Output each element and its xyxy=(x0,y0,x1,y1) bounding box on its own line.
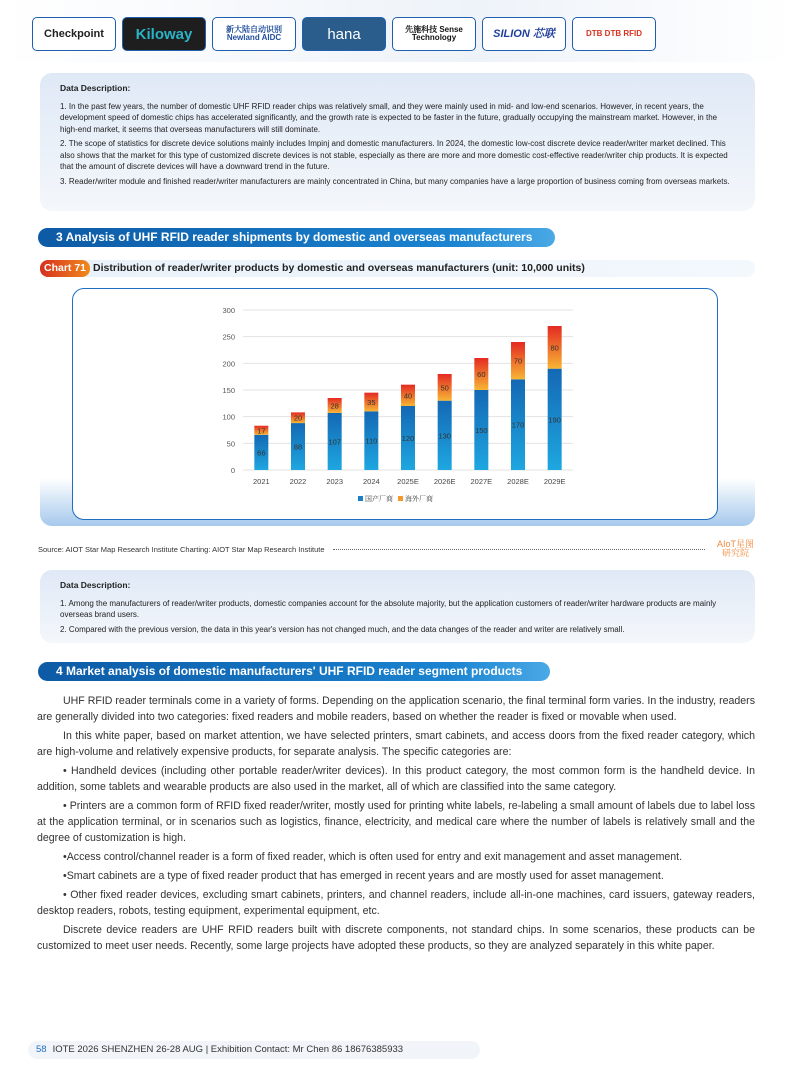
data-label: 80 xyxy=(550,343,559,353)
y-tick-label: 300 xyxy=(222,306,235,315)
bar-chart xyxy=(73,289,718,520)
x-tick-label: 2028E xyxy=(507,477,529,486)
chart-caption xyxy=(40,260,755,277)
y-tick-label: 0 xyxy=(230,466,235,475)
paragraph: UHF RFID reader terminals come in a variety of forms. Depending on the application scenario, the final terminal form varies. In the industry, readers are generally divided into two categories: fixed readers and mobile readers, based on whether the reader is fixed or movable when used. xyxy=(37,695,755,723)
chart-number: Chart 71 xyxy=(40,260,90,277)
sponsor-logos xyxy=(32,17,656,51)
desc-item: 1. In the past few years, the number of domestic UHF RFID reader chips was relatively small, and they were mainly used in mid- and low-end scenarios. However, in recent years, the development speed of domestic chips has accelerated significantly, and the growth rate is expected to be faster in the future, gradually occupying the mainstream market. However, in the high-end market, it seems that overseas manufacturers will still dominate. xyxy=(60,101,718,134)
data-label: 107 xyxy=(328,437,341,447)
desc-item: 2. The scope of statistics for discrete device solutions mainly includes Impinj and domestic manufacturers. In 2024, the domestic low-cost discrete device reader/writer market declined. This also shows that the market for this type of customized discrete devices is not stable, especially as there are more and more domestic cost-effective reader/writer chip products. It is expected that the amount of discrete devices will have a downward trend in the future. xyxy=(60,139,728,171)
data-label: 20 xyxy=(293,413,303,423)
data-label: 60 xyxy=(477,370,486,379)
data-label: 120 xyxy=(401,434,415,443)
paragraph: • Printers are a common form of RFID fixed reader/writer, mostly used for printing white labels, re-labeling a small amount of labels due to label loss at the application terminal, or in scenarios such as logistics, finance, electricity, and medical care where the number of labels is relatively small and the degree of customization is high. xyxy=(37,800,755,844)
data-label: 35 xyxy=(367,398,376,407)
y-tick-label: 100 xyxy=(222,412,235,422)
data-label: 110 xyxy=(365,436,378,446)
logo-sense: 先施科技 Sense Technology xyxy=(392,17,476,51)
aiot-logo: AIoT星图 研究院 xyxy=(716,539,754,558)
x-tick-label: 2021 xyxy=(252,477,270,486)
data-label: 17 xyxy=(257,426,266,436)
desc-title: Data Description: xyxy=(60,83,131,93)
y-tick-label: 200 xyxy=(222,359,235,369)
paragraph: • Other fixed reader devices, excluding smart cabinets, printers, and channel readers, include all-in-one machines, card issuers, gateway readers, desktop readers, robots, testing equipment, experimental equipment, etc. xyxy=(37,889,755,917)
data-label: 40 xyxy=(403,391,413,401)
x-tick-label: 2023 xyxy=(326,477,344,486)
footer-text: IOTE 2026 SHENZHEN 26-28 AUG | Exhibition Contact: Mr Chen 86 18676385933 xyxy=(52,1044,404,1055)
x-tick-label: 2027E xyxy=(470,477,493,486)
y-tick-label: 250 xyxy=(222,332,235,342)
x-tick-label: 2025E xyxy=(397,477,419,486)
paragraph: •Smart cabinets are a type of fixed reader product that has emerged in recent years and are mostly used for asset management. xyxy=(63,870,664,882)
legend-label: 国产厂商 xyxy=(365,496,393,503)
desc-item: 3. Reader/writer module and finished reader/writer manufacturers are mainly concentrated in China, but many companies have a large proportion of business coming from overseas markets. xyxy=(60,176,730,186)
data-label: 190 xyxy=(548,415,561,425)
data-label: 28 xyxy=(330,401,339,411)
desc-item: 2. Compared with the previous version, the data in this year's version has not changed much, and the data changes of the reader and writer are relatively small. xyxy=(60,624,625,634)
source-line xyxy=(38,540,758,558)
paragraph: Discrete device readers are UHF RFID readers built with discrete components, not standard chips. In some scenarios, these products can be customized to meet user needs. Recently, some large projects have adopted these products, so they are analyzed separately in this white paper. xyxy=(37,924,755,952)
logo-silion: SILION 芯联 xyxy=(482,17,566,51)
x-tick-label: 2024 xyxy=(362,477,380,486)
x-tick-label: 2026E xyxy=(433,477,456,486)
data-label: 150 xyxy=(475,426,488,435)
data-label: 50 xyxy=(440,383,449,393)
data-description-1 xyxy=(40,73,755,211)
data-label: 170 xyxy=(511,420,525,430)
logo-hana: hana xyxy=(302,17,386,51)
logo-newland: 新大陆自动识别 Newland AIDC xyxy=(212,17,296,51)
dotted-divider xyxy=(333,549,705,550)
data-label: 66 xyxy=(257,448,266,458)
page-footer xyxy=(28,1041,480,1059)
logo-kiloway: Kiloway xyxy=(122,17,206,51)
legend-swatch xyxy=(398,496,403,501)
legend-label: 海外厂商 xyxy=(405,496,433,503)
paragraph: •Access control/channel reader is a form of fixed reader, which is often used for entry and exit management and asset management. xyxy=(63,851,683,863)
chart-frame xyxy=(72,288,718,520)
desc-title: Data Description: xyxy=(60,580,131,590)
source-text: Source: AIOT Star Map Research Institute Charting: AIOT Star Map Research Institute xyxy=(38,544,325,554)
data-label: 88 xyxy=(293,442,303,452)
paragraph: • Handheld devices (including other portable reader/writer devices). In this product category, the most common form is the handheld device. In addition, some tablets and wearable products are also used in the market, all of which are classified into the same category. xyxy=(37,765,755,793)
x-tick-label: 2022 xyxy=(289,477,307,486)
y-tick-label: 50 xyxy=(226,439,235,449)
legend-swatch xyxy=(358,496,363,501)
desc-item: 1. Among the manufacturers of reader/writer products, domestic companies account for the absolute majority, but the application customers of reader/writer hardware products are mainly overseas brand users. xyxy=(60,598,717,619)
x-tick-label: 2029E xyxy=(543,477,566,486)
data-label: 70 xyxy=(513,356,523,366)
chart-title: Distribution of reader/writer products by domestic and overseas manufacturers (unit: 10,000 units) xyxy=(93,262,585,274)
data-label: 130 xyxy=(438,431,451,441)
paragraph: In this white paper, based on market attention, we have selected printers, smart cabinets, and access doors from the fixed reader category, which are high-volume and relatively expensive products, for separate analysis. The specific categories are: xyxy=(37,730,755,758)
page-number: 58 xyxy=(36,1044,47,1055)
section-4-heading: 4 Market analysis of domestic manufacturers' UHF RFID reader segment products xyxy=(38,662,550,681)
data-description-2 xyxy=(40,570,755,643)
logo-dtb: DTB DTB RFID xyxy=(572,17,656,51)
body-text xyxy=(37,693,755,957)
y-tick-label: 150 xyxy=(222,386,235,395)
section-3-heading: 3 Analysis of UHF RFID reader shipments by domestic and overseas manufacturers xyxy=(38,228,555,247)
logo-checkpoint: Checkpoint xyxy=(32,17,116,51)
